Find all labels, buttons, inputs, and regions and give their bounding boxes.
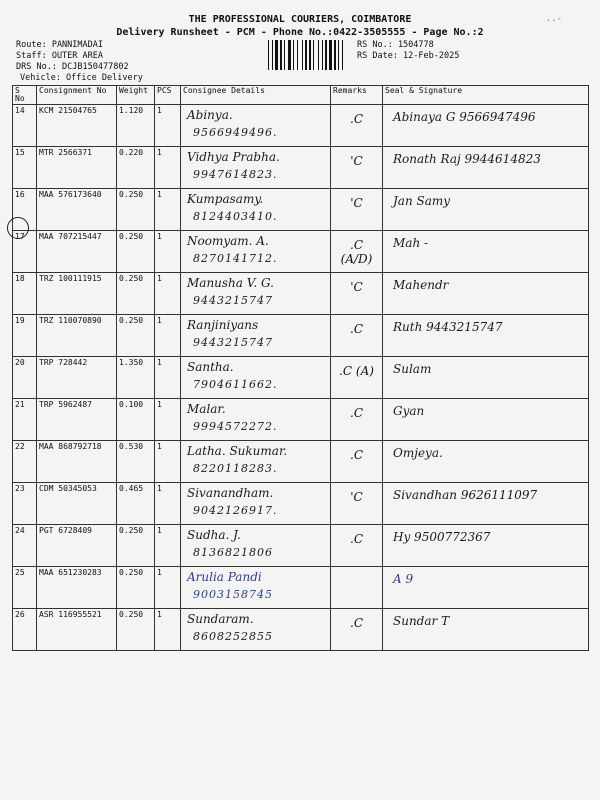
barcode-bar: [313, 40, 314, 70]
consignee-details-cell: [181, 315, 331, 357]
seal-signature-cell: [383, 231, 589, 273]
consignment-number-cell: ASR 116955521: [37, 609, 117, 651]
pieces-cell: 1: [155, 567, 181, 609]
column-header: Consignment No: [37, 86, 117, 105]
table-row: [13, 105, 589, 147]
table-row: [13, 273, 589, 315]
consignee-phone: 9566949496.: [193, 126, 278, 139]
weight-cell: 0.250: [117, 231, 155, 273]
consignment-number-cell: MAA 576173640: [37, 189, 117, 231]
consignment-number-cell: TRZ 110070890: [37, 315, 117, 357]
pieces-cell: 1: [155, 189, 181, 231]
weight-cell: 0.250: [117, 189, 155, 231]
consignee-name: Ranjiniyans: [187, 318, 259, 332]
consignee-details-cell: [181, 441, 331, 483]
seal-signature-cell: [383, 525, 589, 567]
weight-cell: 0.530: [117, 441, 155, 483]
table-row: [13, 147, 589, 189]
weight-cell: 0.250: [117, 525, 155, 567]
remark-mark: .C: [350, 112, 363, 126]
remark-mark: 'C: [350, 196, 363, 210]
seal-signature-cell: [383, 609, 589, 651]
weight-cell: 0.250: [117, 273, 155, 315]
serial-number-cell: 26: [13, 609, 37, 651]
barcode-image: [268, 40, 352, 70]
serial-number-cell: 21: [13, 399, 37, 441]
remarks-cell: [331, 357, 383, 399]
pieces-cell: 1: [155, 105, 181, 147]
signature: Mah -: [393, 236, 429, 250]
serial-number-cell: 20: [13, 357, 37, 399]
column-header: Weight: [117, 86, 155, 105]
route-label: Route: PANNIMADAI: [16, 40, 103, 50]
consignee-phone: 9003158745: [193, 588, 273, 601]
consignee-phone: 8124403410.: [193, 210, 278, 223]
barcode-bar: [322, 40, 323, 70]
remarks-cell: [331, 525, 383, 567]
consignee-details-cell: [181, 357, 331, 399]
pieces-cell: 1: [155, 231, 181, 273]
table-header-row: [13, 86, 589, 105]
consignee-name: Latha. Sukumar.: [187, 444, 288, 458]
corner-mark: ..-: [545, 14, 562, 24]
consignee-phone: 9443215747: [193, 294, 273, 307]
weight-cell: 0.465: [117, 483, 155, 525]
consignee-name: Malar.: [187, 402, 226, 416]
table-row: [13, 567, 589, 609]
consignment-number-cell: PGT 6728409: [37, 525, 117, 567]
consignee-phone: 9994572272.: [193, 420, 278, 433]
consignee-phone: 8270141712.: [193, 252, 278, 265]
barcode-bar: [329, 40, 332, 70]
weight-cell: 0.250: [117, 315, 155, 357]
consignee-phone: 9947614823.: [193, 168, 278, 181]
remarks-cell: [331, 567, 383, 609]
signature: Ronath Raj 9944614823: [393, 152, 541, 166]
consignee-details-cell: [181, 147, 331, 189]
barcode-bar: [338, 40, 339, 70]
consignee-name: Manusha V. G.: [187, 276, 274, 290]
pieces-cell: 1: [155, 483, 181, 525]
signature: Sundar T: [393, 614, 450, 628]
seal-signature-cell: [383, 105, 589, 147]
barcode-bar: [305, 40, 307, 70]
seal-signature-cell: [383, 189, 589, 231]
rs-date: RS Date: 12-Feb-2025: [357, 51, 460, 61]
column-header: S No: [13, 86, 37, 105]
serial-number-cell: 19: [13, 315, 37, 357]
table-row: [13, 231, 589, 273]
barcode-bar: [342, 40, 343, 70]
consignee-phone: 8608252855: [193, 630, 273, 643]
pieces-cell: 1: [155, 609, 181, 651]
table-row: [13, 357, 589, 399]
pieces-cell: 1: [155, 357, 181, 399]
weight-cell: 0.250: [117, 609, 155, 651]
consignee-details-cell: [181, 525, 331, 567]
column-header: Seal & Signature: [383, 86, 589, 105]
seal-signature-cell: [383, 567, 589, 609]
drs-number: DRS No.: DCJB150477802: [16, 62, 129, 72]
remark-mark: .C: [350, 448, 363, 462]
runsheet-subtitle: Delivery Runsheet - PCM - Phone No.:0422-3505555 - Page No.:2: [116, 27, 484, 38]
consignee-phone: 8220118283.: [193, 462, 278, 475]
consignment-number-cell: KCM 21504765: [37, 105, 117, 147]
seal-signature-cell: [383, 483, 589, 525]
consignment-number-cell: MTR 2566371: [37, 147, 117, 189]
consignment-number-cell: TRP 5962487: [37, 399, 117, 441]
barcode-bar: [280, 40, 282, 70]
seal-signature-cell: [383, 441, 589, 483]
signature: Hy 9500772367: [393, 530, 491, 544]
barcode-bar: [293, 40, 294, 70]
column-header: Remarks: [331, 86, 383, 105]
seal-signature-cell: [383, 273, 589, 315]
serial-number-cell: 23: [13, 483, 37, 525]
signature: Ruth 9443215747: [393, 320, 503, 334]
consignment-number-cell: CDM 50345053: [37, 483, 117, 525]
barcode-bar: [268, 40, 269, 70]
seal-signature-cell: [383, 357, 589, 399]
consignee-phone: 9042126917.: [193, 504, 278, 517]
barcode-bar: [334, 40, 336, 70]
barcode-bar: [309, 40, 311, 70]
remarks-cell: [331, 231, 383, 273]
consignee-details-cell: [181, 189, 331, 231]
remarks-cell: [331, 399, 383, 441]
consignee-phone: 7904611662.: [193, 378, 278, 391]
signature: Abinaya G 9566947496: [393, 110, 536, 124]
consignment-number-cell: TRZ 100111915: [37, 273, 117, 315]
barcode-bar: [318, 40, 319, 70]
pieces-cell: 1: [155, 525, 181, 567]
signature: Jan Samy: [393, 194, 451, 208]
table-row: [13, 525, 589, 567]
serial-number-cell: 25: [13, 567, 37, 609]
company-title: THE PROFESSIONAL COURIERS, COIMBATORE: [188, 14, 412, 25]
consignee-details-cell: [181, 231, 331, 273]
signature: Sulam: [393, 362, 432, 376]
column-header: Consignee Details: [181, 86, 331, 105]
consignment-number-cell: TRP 728442: [37, 357, 117, 399]
table-row: [13, 399, 589, 441]
remark-mark: 'C: [350, 280, 363, 294]
barcode-bar: [284, 40, 285, 70]
remarks-cell: [331, 609, 383, 651]
remark-mark: .C: [350, 406, 363, 420]
table-row: [13, 483, 589, 525]
consignee-details-cell: [181, 483, 331, 525]
remarks-cell: [331, 483, 383, 525]
table-body: [13, 105, 589, 651]
signature: Gyan: [393, 404, 425, 418]
serial-number-cell: 17: [13, 231, 37, 273]
consignee-name: Vidhya Prabha.: [187, 150, 280, 164]
runsheet-table: [12, 85, 589, 651]
pieces-cell: 1: [155, 399, 181, 441]
serial-number-cell: 24: [13, 525, 37, 567]
consignee-name: Arulia Pandi: [187, 570, 262, 584]
remarks-cell: [331, 273, 383, 315]
table-row: [13, 441, 589, 483]
table-row: [13, 315, 589, 357]
remark-mark: .C: [350, 322, 363, 336]
consignment-number-cell: MAA 868792718: [37, 441, 117, 483]
seal-signature-cell: [383, 147, 589, 189]
remark-mark: .C: [350, 532, 363, 546]
remarks-cell: [331, 189, 383, 231]
consignee-name: Noomyam. A.: [187, 234, 269, 248]
remarks-cell: [331, 441, 383, 483]
consignee-name: Sudha. J.: [187, 528, 241, 542]
barcode-bar: [275, 40, 278, 70]
vehicle-label: Vehicle: Office Delivery: [20, 73, 143, 83]
consignee-phone: 8136821806: [193, 546, 273, 559]
seal-signature-cell: [383, 399, 589, 441]
barcode-bar: [288, 40, 291, 70]
consignee-details-cell: [181, 567, 331, 609]
signature: A 9: [393, 572, 414, 586]
consignee-name: Abinya.: [187, 108, 233, 122]
serial-number-cell: 22: [13, 441, 37, 483]
remarks-cell: [331, 105, 383, 147]
consignee-name: Kumpasamy.: [187, 192, 264, 206]
weight-cell: 0.100: [117, 399, 155, 441]
weight-cell: 0.250: [117, 567, 155, 609]
remark-mark: .C: [350, 616, 363, 630]
consignment-number-cell: MAA 651230283: [37, 567, 117, 609]
consignee-details-cell: [181, 399, 331, 441]
serial-number-cell: 14: [13, 105, 37, 147]
consignee-name: Sivanandham.: [187, 486, 274, 500]
table-row: [13, 189, 589, 231]
pieces-cell: 1: [155, 315, 181, 357]
pieces-cell: 1: [155, 441, 181, 483]
serial-number-cell: 16: [13, 189, 37, 231]
consignee-details-cell: [181, 105, 331, 147]
seal-signature-cell: [383, 315, 589, 357]
remark-mark: 'C: [350, 154, 363, 168]
remarks-cell: [331, 147, 383, 189]
row-17-circle-mark: [7, 217, 29, 239]
barcode-bar: [302, 40, 303, 70]
signature: Omjeya.: [393, 446, 443, 460]
remark-mark: 'C: [350, 490, 363, 504]
consignee-name: Sundaram.: [187, 612, 254, 626]
column-header: PCS: [155, 86, 181, 105]
signature: Mahendr: [393, 278, 449, 292]
remark-mark: .C (A): [339, 364, 374, 378]
pieces-cell: 1: [155, 147, 181, 189]
remarks-cell: [331, 315, 383, 357]
staff-label: Staff: OUTER AREA: [16, 51, 103, 61]
serial-number-cell: 15: [13, 147, 37, 189]
rs-number: RS No.: 1504778: [357, 40, 434, 50]
consignee-details-cell: [181, 609, 331, 651]
barcode-bar: [297, 40, 298, 70]
pieces-cell: 1: [155, 273, 181, 315]
remark-mark: .C (A/D): [340, 238, 373, 266]
serial-number-cell: 18: [13, 273, 37, 315]
barcode-bar: [272, 40, 273, 70]
weight-cell: 1.120: [117, 105, 155, 147]
weight-cell: 1.350: [117, 357, 155, 399]
barcode-bar: [325, 40, 327, 70]
consignment-number-cell: MAA 707215447: [37, 231, 117, 273]
table-row: [13, 609, 589, 651]
consignee-phone: 9443215747: [193, 336, 273, 349]
signature: Sivandhan 9626111097: [393, 488, 538, 502]
consignee-details-cell: [181, 273, 331, 315]
consignee-name: Santha.: [187, 360, 234, 374]
weight-cell: 0.220: [117, 147, 155, 189]
